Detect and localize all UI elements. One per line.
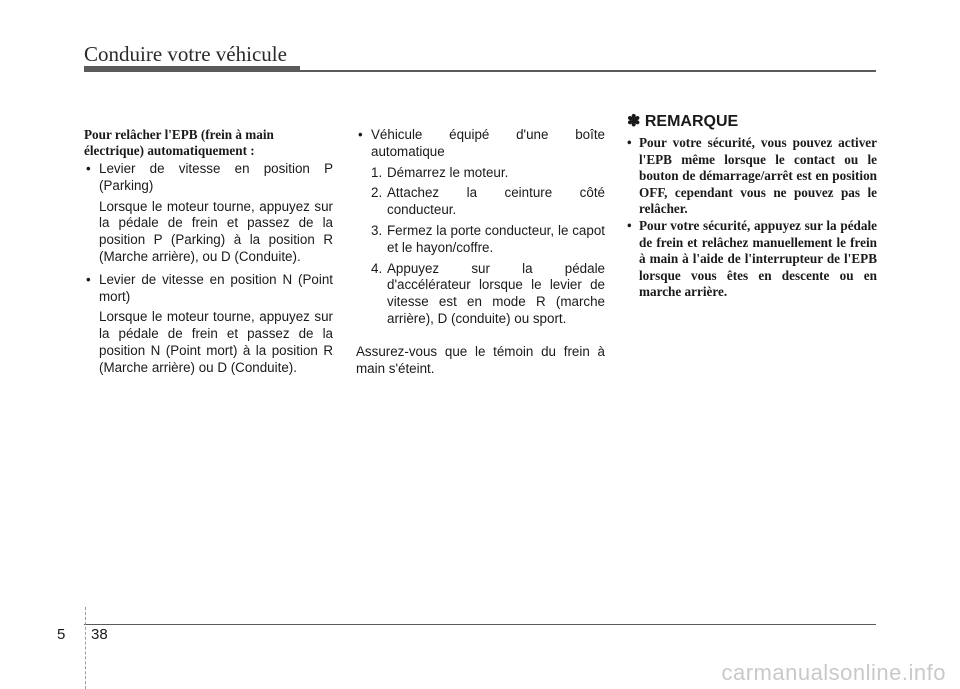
step-item [356,223,605,257]
header-rule [84,70,876,72]
step-item [356,185,605,219]
remark-box [627,113,877,301]
list-item: • Levier de vitesse en position P (Parking) [84,161,333,195]
list-item-detail: Lorsque le moteur tourne, appuyez sur la pédale de frein et passez de la position P (Parking) à la position R (Marche arrière), ou D (Conduite). [99,198,333,264]
footer-divider [85,607,87,689]
paragraph: Assurez-vous que le témoin du frein à main s'éteint. [356,343,605,376]
list-item: • Levier de vitesse en position N (Point mort) [84,272,333,306]
step-text: Attachez la ceinture côté conducteur. [387,185,605,218]
step-number: 4. [371,260,383,276]
list-item-detail: Lorsque le moteur tourne, appuyez sur la pédale de frein et passez de la position N (Point mort) à la position R (Marche arrière) ou D (Conduite). [99,309,333,375]
remark-item: • Pour votre sécurité, appuyez sur la pédale de frein et relâchez manuellement le frein à main à l'aide de l'interrupteur de l'EPB lorsque vous êtes en descente ou en marche arrière. [627,218,877,301]
step-text: Fermez la porte conducteur, le capot et le hayon/coffre. [387,222,605,255]
section-number: 5 [57,626,66,643]
step-item [356,165,605,182]
page-title: Conduire votre véhicule [84,42,287,66]
watermark: carmanualsonline.info [721,660,946,685]
step-number: 1. [371,164,383,180]
step-item [356,261,605,328]
page-number: 38 [91,626,108,643]
step-text: Appuyez sur la pédale d'accélérateur lorsque le levier de vitesse est en mode R (marche arrière), D (conduite) ou sport. [387,260,605,326]
remark-title: ✽ REMARQUE [627,113,739,130]
section-heading: Pour relâcher l'EPB (frein à main électrique) automatiquement : [84,127,274,158]
column-middle [356,127,605,377]
column-left [84,127,333,377]
footer-rule [84,624,876,625]
step-number: 2. [371,185,383,201]
step-text: Démarrez le moteur. [387,164,509,180]
step-number: 3. [371,222,383,238]
remark-item: • Pour votre sécurité, vous pouvez activer l'EPB même lorsque le contact ou le bouton de démarrage/arrêt est en position OFF, cependant vous ne pouvez pas le relâcher. [627,135,877,218]
list-item: • Véhicule équipé d'une boîte automatique [356,127,605,161]
